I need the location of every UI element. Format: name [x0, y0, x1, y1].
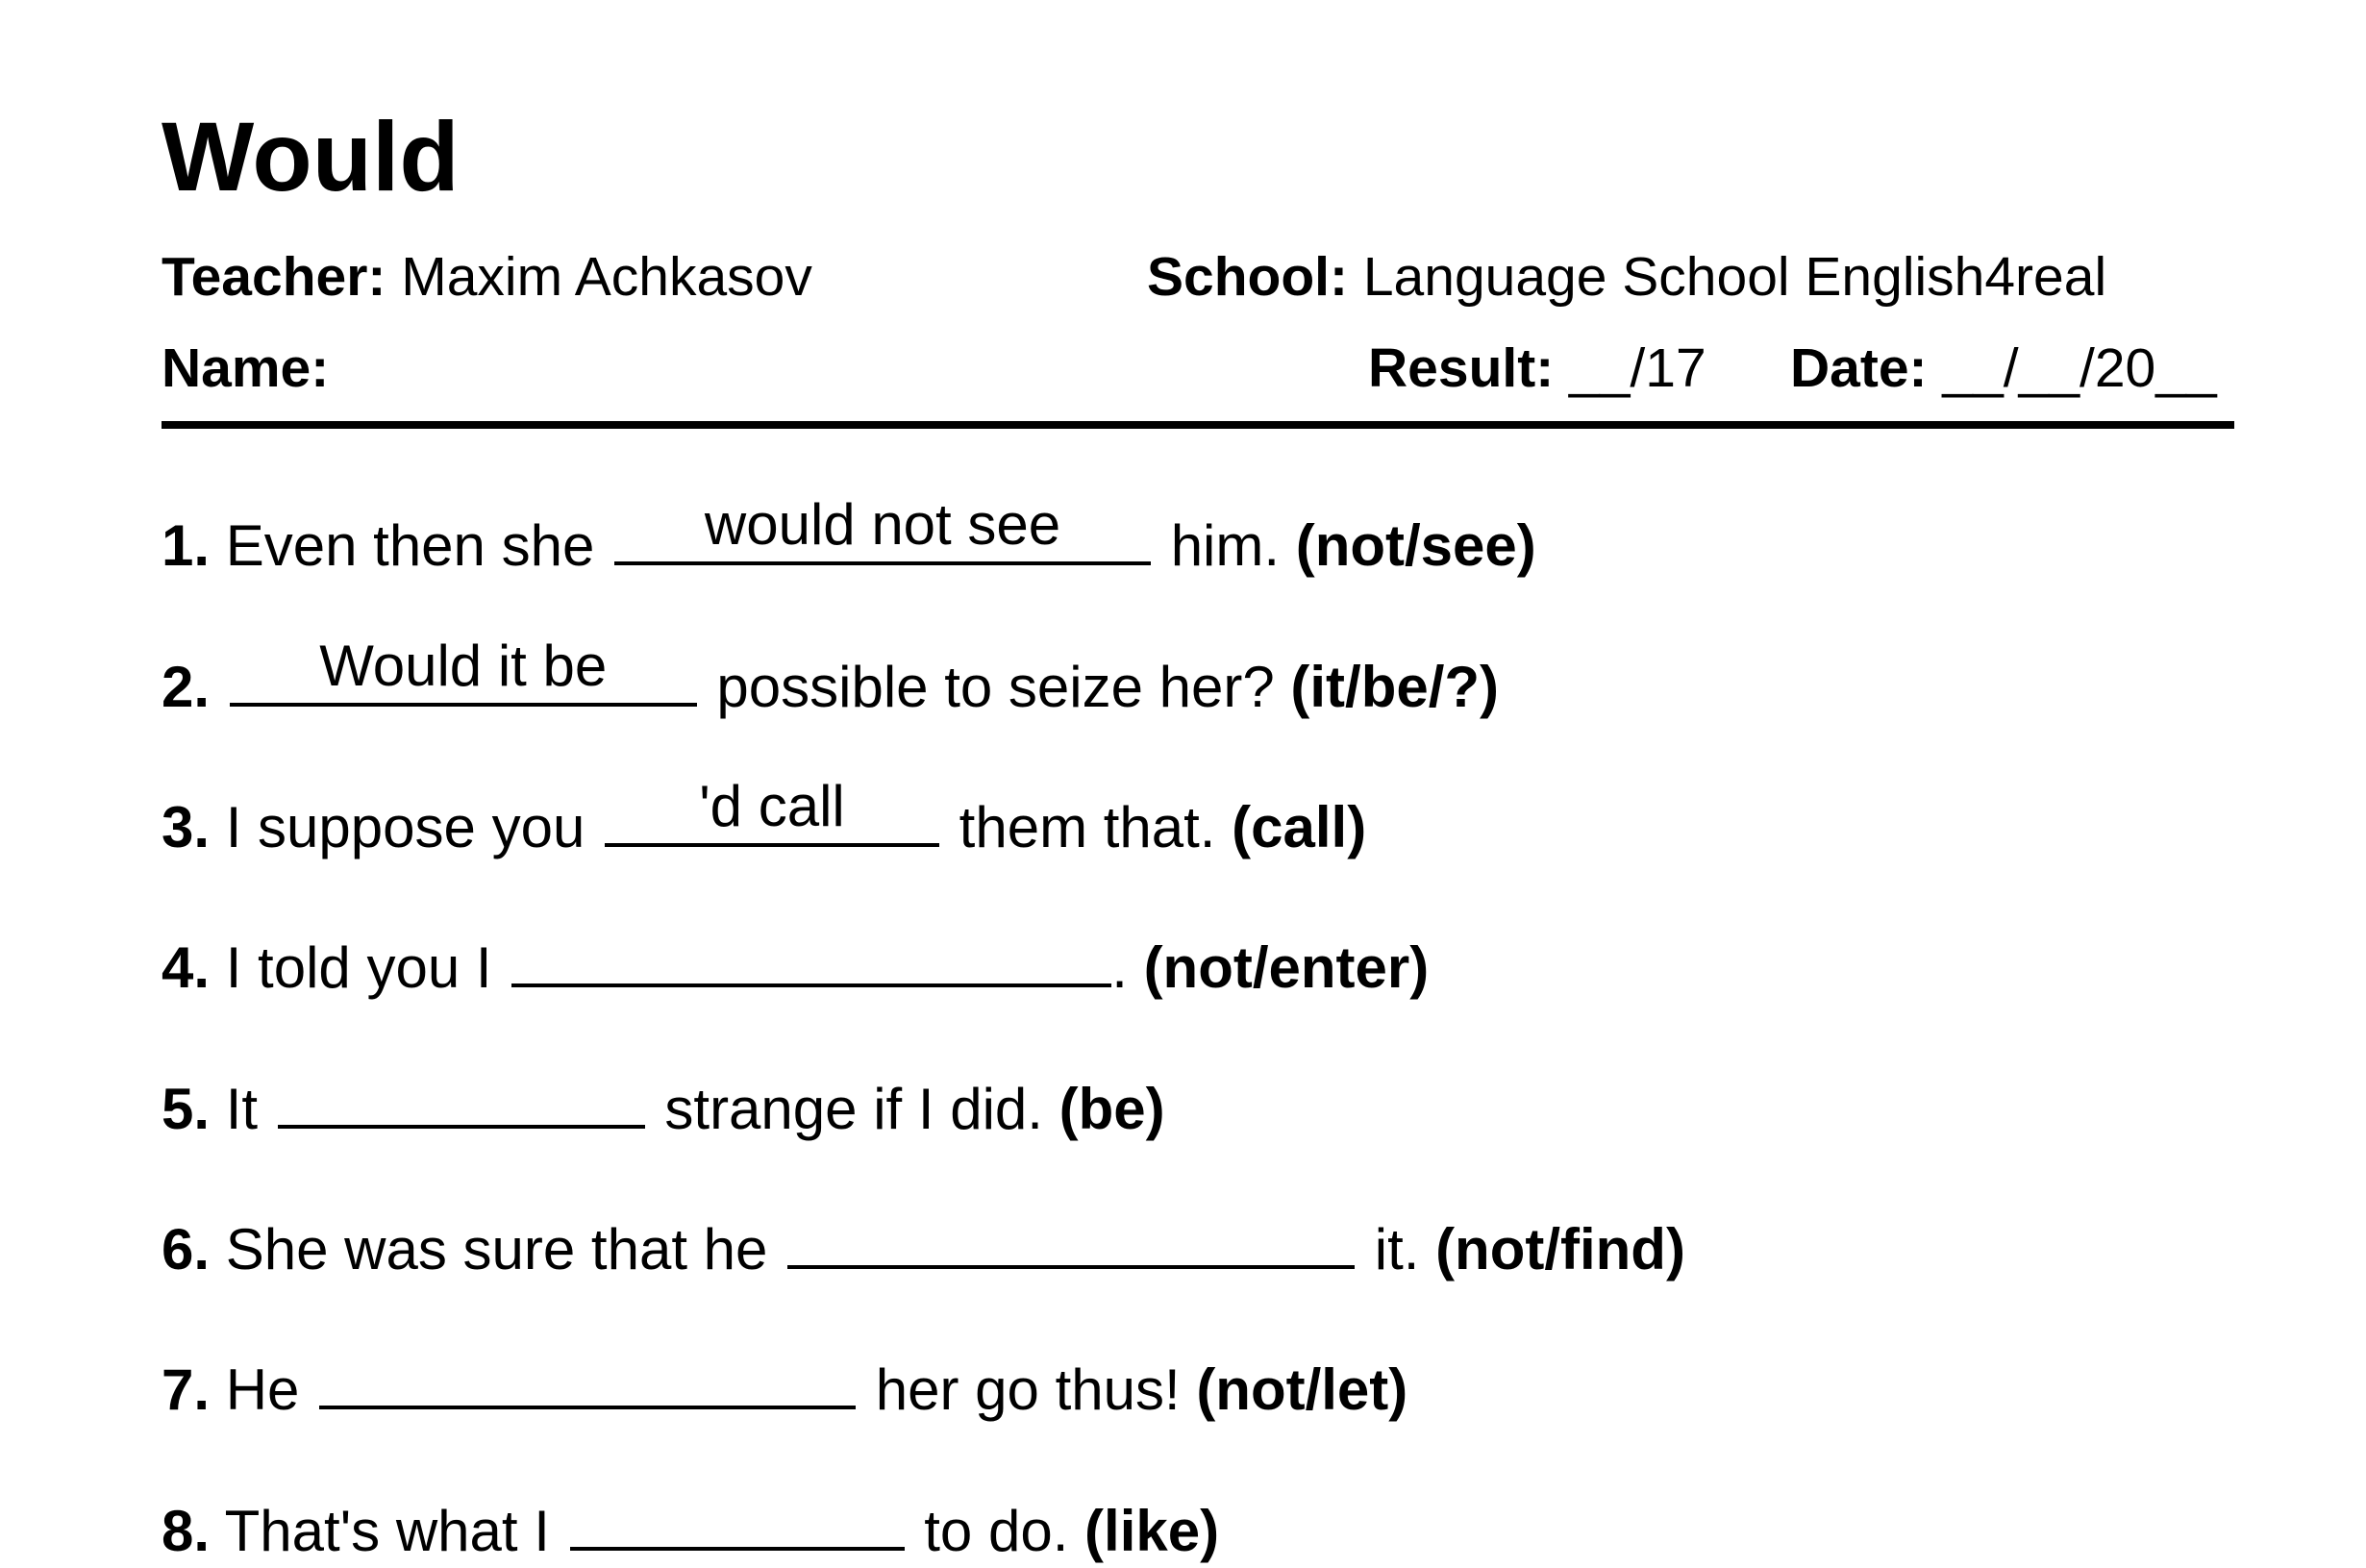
question-number: 5.	[162, 1077, 211, 1141]
answer-blank[interactable]	[605, 774, 939, 847]
question-number: 3.	[162, 795, 211, 859]
question-text-before: Even then she	[225, 513, 595, 578]
answer-blank[interactable]	[319, 1348, 856, 1409]
question-number: 1.	[162, 513, 211, 578]
question-4	[162, 926, 1430, 1000]
question-text-before: That's what I	[224, 1499, 550, 1563]
question-1	[162, 492, 1536, 578]
question-hint: (not/let)	[1196, 1357, 1408, 1422]
teacher-line	[162, 246, 812, 308]
question-number: 2.	[162, 655, 211, 719]
question-hint: (not/find)	[1435, 1217, 1685, 1282]
question-text-after: strange if I did.	[664, 1077, 1043, 1141]
name-label: Name:	[162, 337, 330, 399]
question-5	[162, 1067, 1165, 1141]
date-line	[1790, 337, 2217, 399]
answer-text: Would it be	[319, 634, 608, 698]
answer-blank[interactable]	[614, 492, 1151, 565]
question-text-after: to do.	[924, 1499, 1069, 1563]
question-hint: (call)	[1232, 795, 1367, 859]
question-text-before: I told you I	[225, 935, 492, 1000]
question-text-after: .	[1111, 935, 1128, 1000]
date-label: Date:	[1790, 337, 1928, 399]
worksheet-title: Would	[162, 102, 460, 212]
question-text-after: him.	[1170, 513, 1281, 578]
answer-blank[interactable]	[511, 926, 1111, 987]
teacher-name: Maxim Achkasov	[401, 246, 812, 308]
answer-text: 'd call	[699, 774, 845, 838]
question-8	[162, 1489, 1220, 1563]
question-3	[162, 774, 1367, 859]
school-line	[1147, 246, 2107, 308]
question-text-before: She was sure that he	[225, 1217, 768, 1282]
result-line	[1368, 337, 1706, 399]
school-name: Language School English4real	[1362, 246, 2107, 308]
question-6	[162, 1207, 1685, 1282]
answer-blank[interactable]	[230, 634, 697, 707]
question-text-after: them that.	[959, 795, 1216, 859]
question-7	[162, 1348, 1408, 1422]
question-hint: (not/enter)	[1143, 935, 1430, 1000]
question-text-after: her go thus!	[875, 1357, 1181, 1422]
question-text-before: It	[225, 1077, 259, 1141]
question-number: 8.	[162, 1499, 211, 1563]
header-divider	[162, 421, 2234, 429]
answer-text: would not see	[704, 492, 1061, 557]
question-number: 6.	[162, 1217, 211, 1282]
answer-blank[interactable]	[787, 1207, 1355, 1269]
answer-blank[interactable]	[278, 1067, 645, 1129]
question-hint: (it/be/?)	[1290, 655, 1500, 719]
question-text-before: He	[225, 1357, 300, 1422]
student-name-line	[162, 337, 330, 399]
result-label: Result:	[1368, 337, 1555, 399]
question-text-before: I suppose you	[225, 795, 585, 859]
question-text-after: possible to seize her?	[716, 655, 1275, 719]
question-number: 7.	[162, 1357, 211, 1422]
answer-blank[interactable]	[570, 1489, 905, 1551]
teacher-label: Teacher:	[162, 246, 386, 308]
date-value: __/__/20__	[1942, 337, 2217, 399]
question-hint: (like)	[1084, 1499, 1220, 1563]
question-text-after: it.	[1374, 1217, 1420, 1282]
question-number: 4.	[162, 935, 211, 1000]
question-2	[162, 634, 1500, 719]
question-hint: (not/see)	[1295, 513, 1536, 578]
school-label: School:	[1147, 246, 1348, 308]
question-hint: (be)	[1058, 1077, 1165, 1141]
result-value: __/17	[1569, 337, 1706, 399]
